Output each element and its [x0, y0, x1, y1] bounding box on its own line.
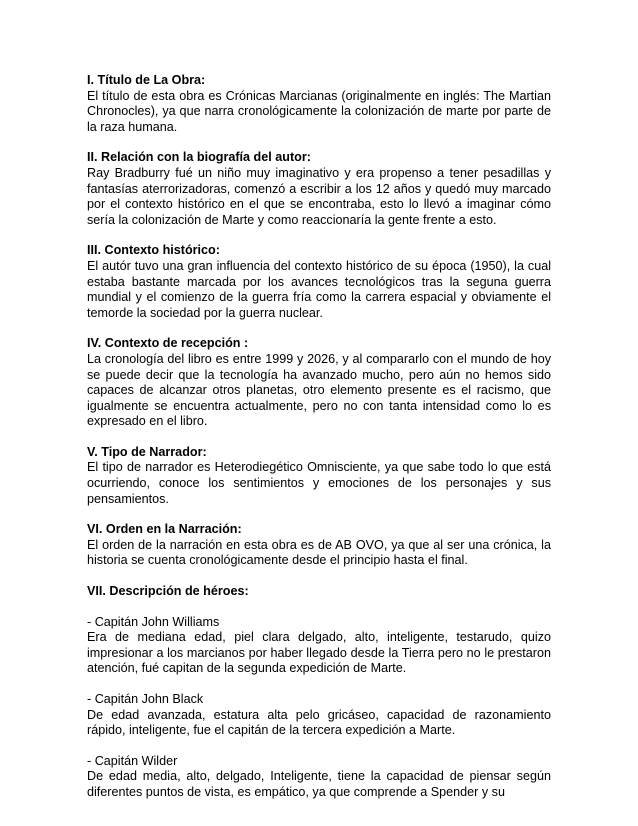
section-text: La cronología del libro es entre 1999 y 2026, y al compararlo con el mundo de hoy se puede decir que la tecnología ha avanzado mucho, pero aún no hemos sido capaces de alcanzar otros planetas, otro elemento presente es el racismo, que igualmente se encuentra actualmente, pero no con tanta intensidad como lo es expresado en el libro.: [87, 351, 551, 429]
hero-entry: [87, 754, 551, 801]
section-text: El tipo de narrador es Heterodiegético Omnisciente, ya que sabe todo lo que está ocurriendo, conoce los sentimientos y emociones de los personajes y sus pensamientos.: [87, 460, 551, 506]
hero-description: De edad avanzada, estatura alta pelo gricáseo, capacidad de razonamiento rápido, inteligente, fue el capitán de la tercera expedición a Marte.: [87, 707, 551, 738]
section-heading: III. Contexto histórico:: [87, 243, 220, 258]
section-text: El orden de la narración en esta obra es de AB OVO, ya que al ser una crónica, la historia se cuenta cronológicamente desde el principio hasta el final.: [87, 537, 551, 568]
section-titulo: [87, 73, 551, 135]
hero-description: Era de mediana edad, piel clara delgado, alto, inteligente, testarudo, quizo impresionar a los marcianos por haber llegado desde la Tierra pero no le prestaron atención, fué capitan de la segunda expedición de Marte.: [87, 630, 551, 676]
section-text: El autór tuvo una gran influencia del contexto histórico de su época (1950), la cual estaba bastante marcada por los avances tecnológicos tras la seguna guerra mundial y el comienzo de la guerra fría como la carrera espacial y obviamente el temorde la sociedad por la guerra nuclear.: [87, 258, 551, 320]
section-heroes: [87, 584, 551, 801]
hero-description: De edad media, alto, delgado, Inteligente, tiene la capacidad de piensar según diferentes puntos de vista, es empático, ya que comprende a Spender y su: [87, 769, 551, 799]
hero-entry: [87, 615, 551, 677]
section-contexto-historico: [87, 243, 551, 321]
section-heading: VII. Descripción de héroes:: [87, 584, 249, 599]
hero-entry: [87, 692, 551, 739]
section-heading: IV. Contexto de recepción :: [87, 336, 249, 351]
section-heading: VI. Orden en la Narración:: [87, 522, 242, 537]
hero-name: - Capitán John Williams: [87, 614, 220, 629]
section-text: El título de esta obra es Crónicas Marcianas (originalmente en inglés: The Martian Chronocles), ya que narra cronológicamente la colonización de marte por parte de la raza humana.: [87, 88, 551, 134]
section-heading: II. Relación con la biografía del autor:: [87, 150, 311, 165]
section-heading: I. Título de La Obra:: [87, 73, 206, 87]
section-text: Ray Bradburry fué un niño muy imaginativo y era propenso a tener pesadillas y fantasías aterrorizadoras, comenzó a escribir a los 12 años y quedó muy marcado por el contexto histórico en el que se encontraba, esto lo llevó a imaginar cómo sería la colonización de Marte y como reaccionaría la gente frente a esto.: [87, 165, 551, 227]
hero-name: - Capitán Wilder: [87, 753, 178, 768]
section-heading: V. Tipo de Narrador:: [87, 444, 207, 459]
hero-name: - Capitán John Black: [87, 692, 204, 706]
section-tipo-narrador: [87, 445, 551, 507]
document-body: [87, 73, 551, 816]
section-biografia: [87, 150, 551, 228]
spacer: [87, 600, 551, 615]
section-orden-narracion: [87, 522, 551, 569]
section-contexto-recepcion: [87, 336, 551, 430]
